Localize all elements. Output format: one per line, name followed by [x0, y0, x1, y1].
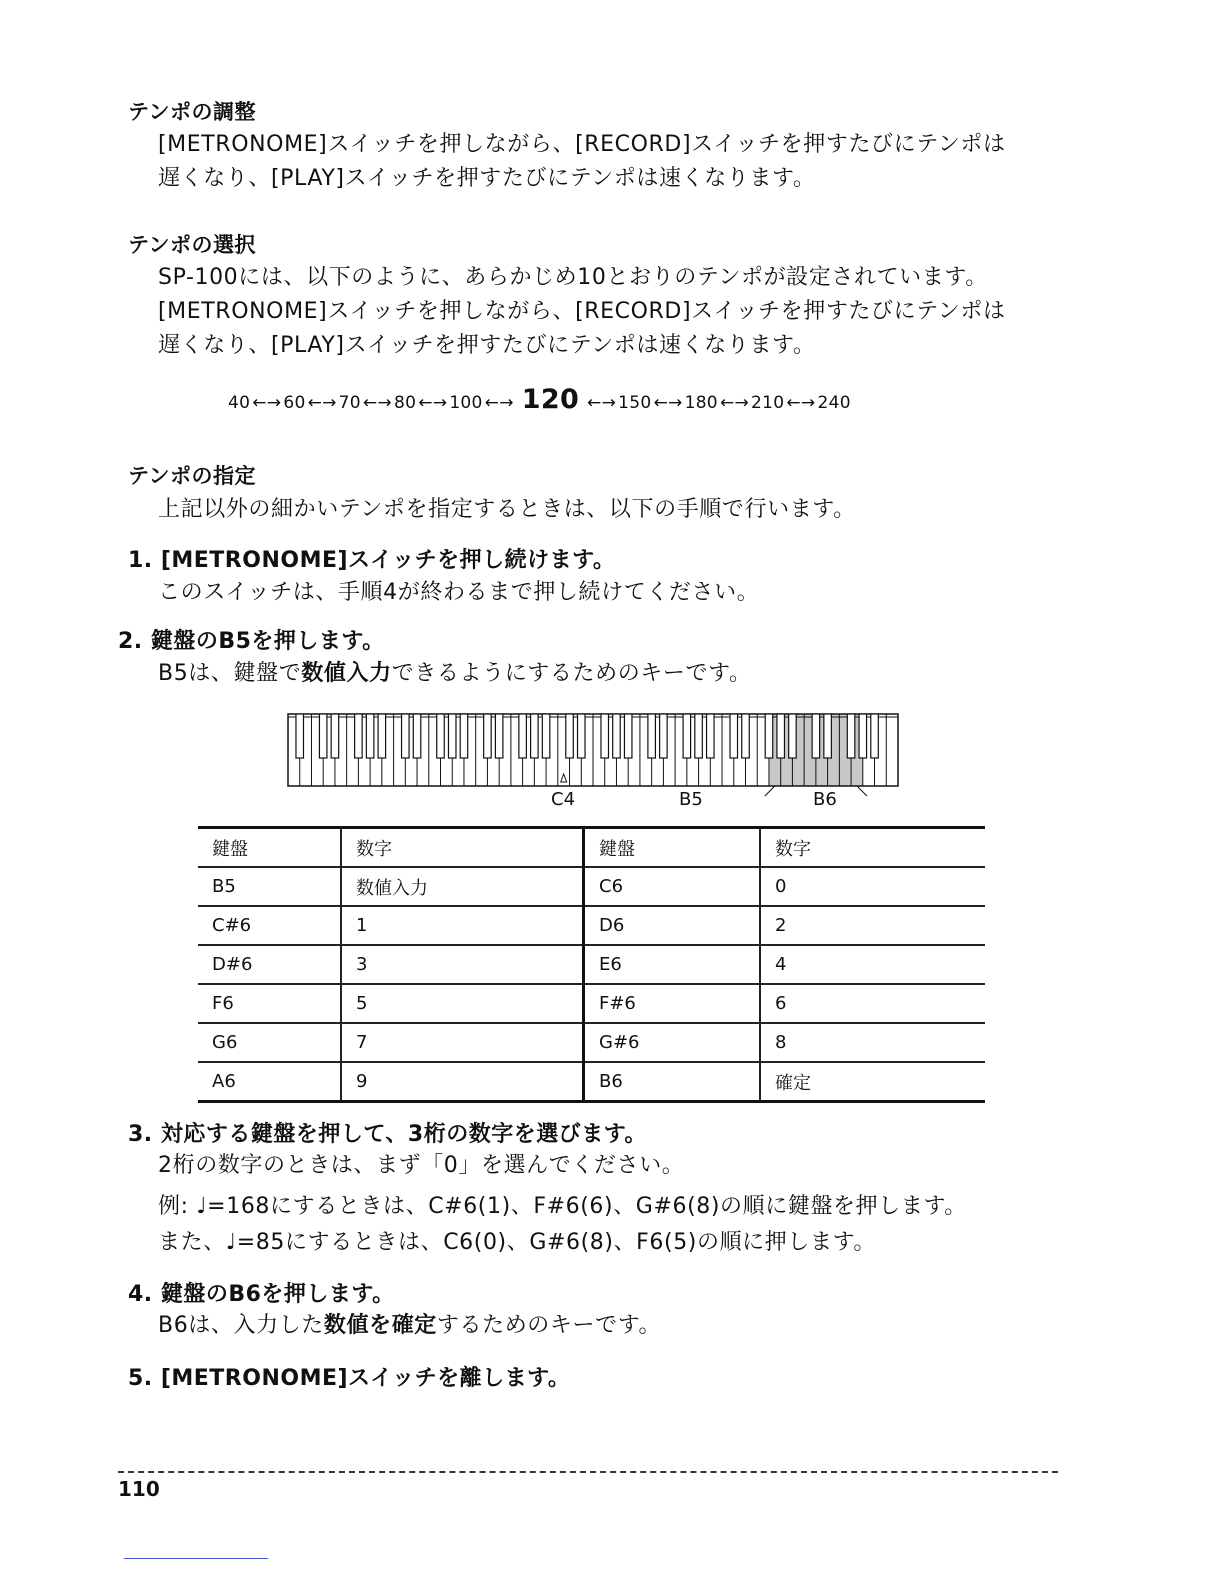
table-cell: 数値入力: [341, 867, 584, 906]
tempo-value-120: 120: [521, 384, 580, 415]
black-key: [578, 714, 586, 758]
step-4-body-post: するためのキーです。: [436, 1313, 662, 1338]
black-key: [331, 714, 339, 758]
table-cell: 7: [341, 1023, 584, 1062]
black-key: [613, 714, 621, 758]
key-number-table: [198, 826, 985, 1103]
black-key: [566, 714, 574, 758]
step-2-title: 2. 鍵盤のB5を押します。: [118, 629, 385, 654]
table-cell: C6: [584, 867, 761, 906]
b6-pointer-line: [857, 786, 867, 796]
table-header-cell: 数字: [760, 828, 985, 868]
step-5-title: 5. [METRONOME]スイッチを離します。: [128, 1366, 571, 1391]
tempo-sequence: [228, 384, 851, 415]
black-key: [460, 714, 468, 758]
table-cell: 6: [760, 984, 985, 1023]
footer-divider: [118, 1471, 1058, 1473]
tempo-arrow: ←→: [307, 393, 337, 413]
tempo-value-210: 210: [751, 393, 785, 413]
adjust-line-2: 遅くなり、[PLAY]スイッチを押すたびにテンポは速くなります。: [158, 166, 816, 191]
table-cell: G6: [198, 1023, 341, 1062]
table-cell: 4: [760, 945, 985, 984]
table-cell: F#6: [584, 984, 761, 1023]
table-cell: 5: [341, 984, 584, 1023]
black-key: [542, 714, 550, 758]
black-key: [812, 714, 820, 758]
table-cell: D#6: [198, 945, 341, 984]
tempo-arrow: ←→: [362, 393, 392, 413]
tempo-value-60: 60: [283, 393, 306, 413]
black-key: [319, 714, 327, 758]
step-4-body-pre: B6は、入力した: [158, 1313, 324, 1338]
bottom-blue-rule: [124, 1558, 268, 1559]
heading-tempo-adjust: テンポの調整: [128, 100, 256, 124]
step-2-body-bold: 数値入力: [301, 661, 392, 686]
black-key: [765, 714, 773, 758]
black-key: [660, 714, 668, 758]
black-key: [777, 714, 785, 758]
adjust-line-1: [METRONOME]スイッチを押しながら、[RECORD]スイッチを押すたびにテンポは: [158, 132, 1006, 157]
black-key: [742, 714, 750, 758]
page-number: 110: [118, 1477, 160, 1501]
tempo-arrow: ←→: [587, 393, 617, 413]
black-key: [859, 714, 867, 758]
black-key: [624, 714, 632, 758]
c4-marker-icon: [561, 774, 567, 782]
tempo-arrow: ←→: [653, 393, 683, 413]
table-row: [198, 945, 985, 984]
table-header-cell: 鍵盤: [198, 828, 341, 868]
tempo-arrow: ←→: [252, 393, 282, 413]
step-3-example-2: また、♩=85にするときは、C6(0)、G#6(8)、F6(5)の順に押します。: [158, 1230, 877, 1255]
b5-pointer-line: [765, 786, 775, 796]
black-key: [402, 714, 410, 758]
step-2-body-post: できるようにするためのキーです。: [391, 661, 752, 686]
table-cell: G#6: [584, 1023, 761, 1062]
black-key: [707, 714, 715, 758]
table-cell: D6: [584, 906, 761, 945]
table-cell: F6: [198, 984, 341, 1023]
black-key: [355, 714, 363, 758]
heading-tempo-specify: テンポの指定: [128, 464, 256, 488]
black-key: [683, 714, 691, 758]
step-3-title: 3. 対応する鍵盤を押して、3桁の数字を選びます。: [128, 1122, 647, 1147]
step-2-body-pre: B5は、鍵盤で: [158, 661, 302, 686]
black-key: [648, 714, 656, 758]
step-4-title: 4. 鍵盤のB6を押します。: [128, 1282, 395, 1307]
table-row: [198, 906, 985, 945]
black-key: [296, 714, 304, 758]
tempo-value-240: 240: [817, 393, 851, 413]
table-cell: 0: [760, 867, 985, 906]
select-line-3: 遅くなり、[PLAY]スイッチを押すたびにテンポは速くなります。: [158, 333, 816, 358]
specify-intro: 上記以外の細かいテンポを指定するときは、以下の手順で行います。: [158, 497, 856, 522]
table-cell: 1: [341, 906, 584, 945]
table-cell: B6: [584, 1062, 761, 1102]
tempo-value-150: 150: [618, 393, 652, 413]
step-4-body: [158, 1309, 661, 1342]
tempo-arrow: ←→: [786, 393, 816, 413]
table-cell: B5: [198, 867, 341, 906]
table-cell: E6: [584, 945, 761, 984]
black-key: [413, 714, 421, 758]
black-key: [448, 714, 456, 758]
tempo-value-80: 80: [393, 393, 417, 413]
table-header-cell: 鍵盤: [584, 828, 761, 868]
label-b5: B5: [679, 789, 703, 810]
step-1-body: このスイッチは、手順4が終わるまで押し続けてください。: [158, 580, 760, 605]
black-key: [847, 714, 855, 758]
label-c4: C4: [551, 789, 576, 810]
black-key: [824, 714, 832, 758]
table-cell: 8: [760, 1023, 985, 1062]
step-1-title: 1. [METRONOME]スイッチを押し続けます。: [128, 548, 616, 573]
black-key: [695, 714, 703, 758]
black-key: [531, 714, 539, 758]
step-3-example-1: 例: ♩=168にするときは、C#6(1)、F#6(6)、G#6(8)の順に鍵盤を押します。: [158, 1194, 967, 1219]
table-row: [198, 984, 985, 1023]
black-key: [437, 714, 445, 758]
table-cell: 確定: [760, 1062, 985, 1102]
table-cell: 2: [760, 906, 985, 945]
tempo-value-40: 40: [228, 393, 251, 413]
black-key: [366, 714, 374, 758]
black-key: [519, 714, 527, 758]
black-key: [484, 714, 492, 758]
black-key: [730, 714, 738, 758]
table-cell: A6: [198, 1062, 341, 1102]
tempo-arrow: ←→: [484, 393, 514, 413]
tempo-value-100: 100: [449, 393, 483, 413]
tempo-value-180: 180: [684, 393, 718, 413]
step-4-body-bold: 数値を確定: [323, 1313, 437, 1338]
step-2-body: [158, 657, 752, 690]
table-cell: C#6: [198, 906, 341, 945]
tempo-arrow: ←→: [719, 393, 750, 413]
black-key: [871, 714, 879, 758]
black-key: [495, 714, 503, 758]
black-key: [601, 714, 609, 758]
select-line-1: SP-100には、以下のように、あらかじめ10とおりのテンポが設定されています。: [158, 265, 988, 290]
table-cell: 9: [341, 1062, 584, 1102]
heading-tempo-select: テンポの選択: [128, 233, 256, 257]
step-3-body: 2桁の数字のときは、まず「0」を選んでください。: [158, 1153, 685, 1178]
table-header-row: [198, 828, 985, 868]
tempo-value-70: 70: [338, 393, 361, 413]
table-row: [198, 1062, 985, 1102]
tempo-arrow: ←→: [418, 393, 448, 413]
table-cell: 3: [341, 945, 584, 984]
table-row: [198, 867, 985, 906]
table-row: [198, 1023, 985, 1062]
black-key: [789, 714, 797, 758]
select-line-2: [METRONOME]スイッチを押しながら、[RECORD]スイッチを押すたびにテンポは: [158, 299, 1006, 324]
label-b6: B6: [813, 789, 837, 810]
black-key: [378, 714, 386, 758]
table-header-cell: 数字: [341, 828, 584, 868]
